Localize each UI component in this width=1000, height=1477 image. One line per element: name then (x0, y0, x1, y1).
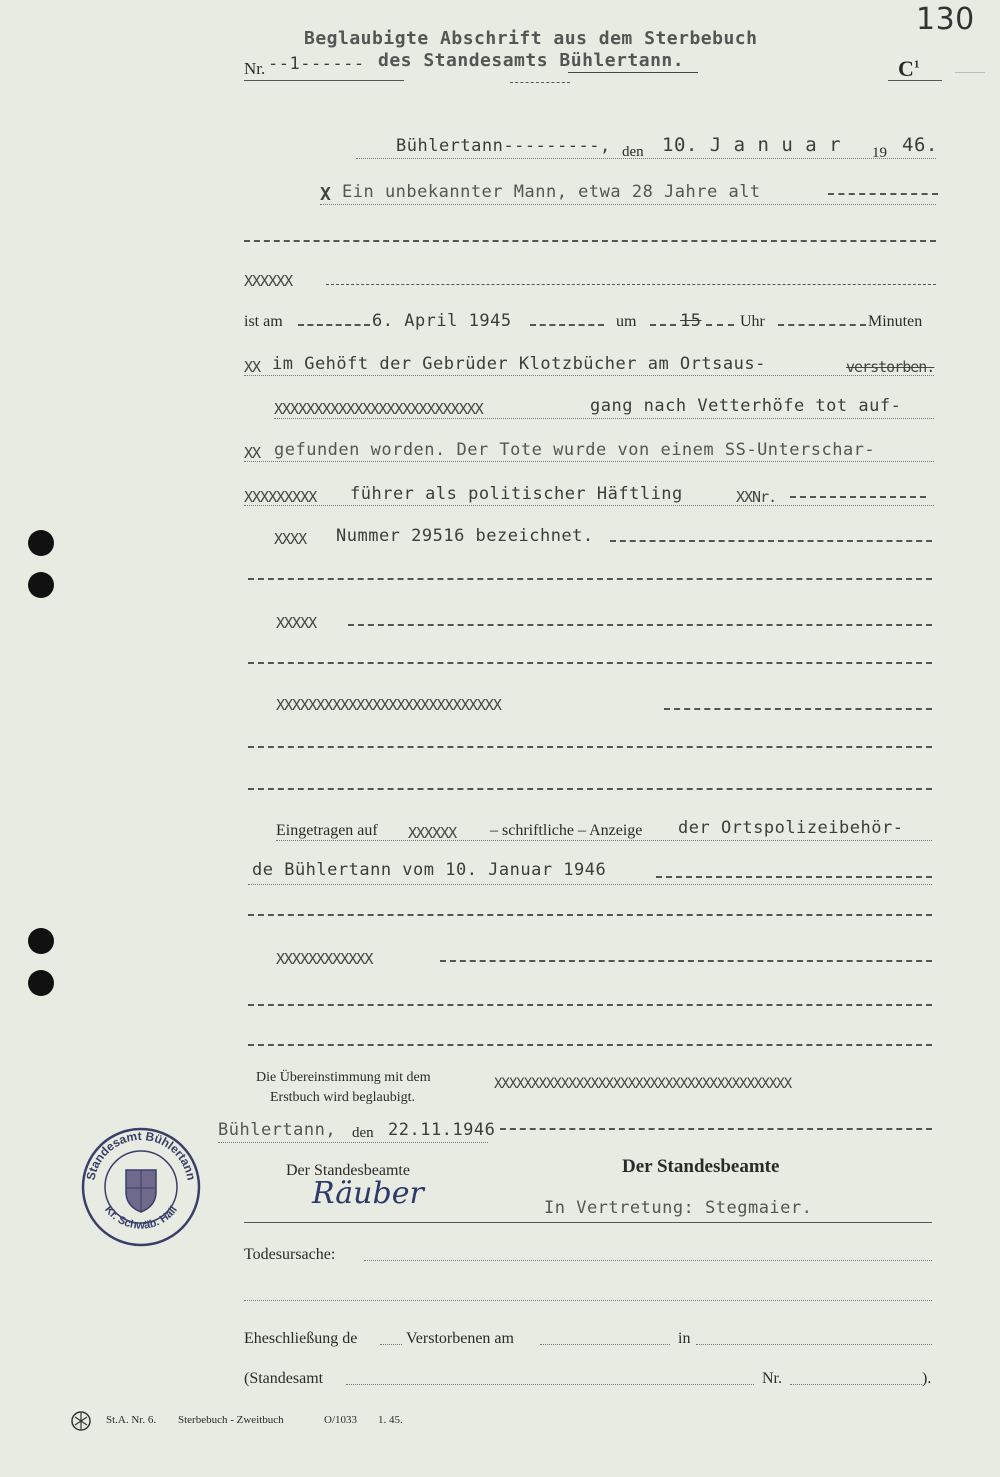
form-code (898, 56, 919, 82)
xout-place-2: XXXXXXXXXXXXXXXXXXXXXXXXXX (274, 400, 483, 418)
standesamt-dotline (346, 1384, 754, 1385)
eingetragen-xout: XXXXXX (408, 824, 457, 842)
xout-line-2: XXXXXX (244, 272, 293, 290)
vertretung: In Vertretung: Stegmaier. (544, 1198, 813, 1218)
blank-line-9 (248, 914, 932, 916)
death-date-dash (530, 324, 604, 326)
beglaubigt-den: den (352, 1125, 374, 1141)
in-label: in (678, 1330, 691, 1347)
xout-line-4: XXXXXXXXXXXXXXXXXXXXXXXXXXXX (276, 696, 501, 714)
death-date: 6. April 1945 (372, 311, 512, 331)
anzeige-dotline-2 (248, 884, 932, 885)
record-person: Ein unbekannter Mann, etwa 28 Jahre alt (342, 182, 761, 202)
xout-place-1: XX (244, 358, 261, 376)
xout-place-5: XXXX (274, 530, 307, 548)
blank-line-5 (248, 662, 932, 664)
place-dotline-2 (274, 418, 934, 419)
nr-label-bottom: Nr. (762, 1370, 782, 1387)
punch-hole-4 (28, 970, 54, 996)
blank-line-10 (440, 960, 932, 962)
place-line-5-dash (610, 540, 932, 542)
form-code-sup: 1 (913, 58, 920, 71)
anzeige-line-2-dash (656, 876, 932, 878)
blank-line-8 (248, 788, 932, 790)
place-line-4: führer als politischer Häftling (350, 484, 683, 504)
verstorben-label: verstorben. (846, 358, 935, 376)
xout-place-3: XX (244, 444, 261, 462)
hour-value: 15 (680, 311, 702, 331)
record-den-label: den (622, 144, 644, 160)
eheschliessung-label: Eheschließung de (244, 1330, 358, 1347)
xout-line-3: XXXXX (276, 614, 317, 632)
ubereinstimmung-line1: Die Übereinstimmung mit dem (256, 1070, 431, 1085)
nr-dotline (790, 1384, 922, 1385)
record-date: 10. J a n u a r (662, 134, 842, 156)
blank-line-6 (664, 708, 932, 710)
xout-place-4: XXXXXXXXX (244, 488, 317, 506)
standesamt-label: (Standesamt (244, 1370, 324, 1387)
anzeige-typed: der Ortspolizeibehör- (678, 818, 904, 838)
eingetragen-label: Eingetragen auf (276, 822, 378, 839)
stamp-text-top: Standesamt Bühlertann (83, 1128, 199, 1182)
print-logo-icon (70, 1410, 92, 1432)
verstorbenen-label: Verstorbenen am (406, 1330, 514, 1347)
signature-line (244, 1222, 932, 1223)
form-code-underline (888, 80, 942, 81)
blank-line-11 (248, 1004, 932, 1006)
header-title-line1: Beglaubigte Abschrift aus dem Sterbebuch (304, 28, 758, 49)
beglaubigt-dotline (218, 1142, 488, 1143)
record-place: Bühlertann---------, (396, 136, 611, 156)
verstorbenen-dotline (540, 1344, 670, 1345)
header-title-line2: des Standesamts Bühlertann. (378, 50, 685, 71)
xout-person-prefix: X (320, 184, 330, 205)
beglaubigt-place: Bühlertann, (218, 1120, 337, 1140)
header-nr-label: Nr. (244, 59, 266, 78)
punch-hole-3 (28, 928, 54, 954)
signature: Räuber (312, 1176, 424, 1211)
in-dotline (696, 1344, 932, 1345)
punch-hole-1 (28, 530, 54, 556)
place-dotline-4 (244, 505, 934, 506)
todesursache-dotline-1 (364, 1260, 932, 1261)
person-dash (828, 193, 938, 195)
blank-line-7 (248, 746, 932, 748)
der-standesbeamte-right: Der Standesbeamte (622, 1156, 780, 1177)
ist-am-dash (298, 324, 370, 326)
place-dotline-3 (244, 461, 934, 462)
coat-of-arms-icon (126, 1170, 156, 1212)
anzeige-dotline (276, 840, 932, 841)
place-line-5: Nummer 29516 bezeichnet. (336, 526, 594, 546)
anzeige-line-2: de Bühlertann vom 10. Januar 1946 (252, 860, 607, 880)
beglaubigt-date: 22.11.1946 (388, 1120, 496, 1140)
blank-line-4 (348, 624, 932, 626)
der-standesbeamte-small: Der Standesbeamte (286, 1162, 410, 1179)
header-nr-value: --1------ (268, 54, 365, 74)
corner-mark (955, 72, 985, 73)
minuten-label: Minuten (868, 313, 923, 330)
ubereinstimmung-line2: Erstbuch wird beglaubigt. (270, 1090, 416, 1105)
record-year-prefix: 19 (872, 145, 887, 161)
footer-form-title: Sterbebuch - Zweitbuch (178, 1414, 284, 1426)
blank-line-2 (326, 284, 936, 285)
date-dotline (356, 158, 936, 159)
uhr-dash (778, 324, 866, 326)
footer-print-date: 1. 45. (378, 1414, 403, 1426)
form-code-letter: C (898, 56, 914, 81)
um-dash-left (650, 324, 676, 326)
beglaubigt-dash (500, 1128, 932, 1130)
um-label: um (616, 313, 637, 330)
place-line-1: im Gehöft der Gebrüder Klotzbücher am Ortsaus- (272, 354, 766, 374)
header-mark-dash (510, 82, 570, 83)
place-line-3: gefunden worden. Der Tote wurde von einem SS-Unterschar- (274, 440, 876, 460)
header-nr-underline (244, 80, 404, 81)
header-title-underline (568, 72, 698, 73)
um-dash-right (706, 324, 734, 326)
footer-print-code: O/1033 (324, 1414, 357, 1426)
place-line-2: gang nach Vetterhöfe tot auf- (590, 396, 902, 416)
stamp-text-bottom: Kr. Schwäb. Hall (102, 1203, 180, 1232)
place-line-4-tail: XXNr. (736, 488, 777, 506)
ist-am-label: ist am (244, 313, 283, 330)
todesursache-label: Todesursache: (244, 1246, 336, 1263)
todesursache-dotline-2 (244, 1300, 932, 1301)
blank-line-1 (244, 240, 936, 242)
uhr-label: Uhr (740, 313, 765, 330)
punch-hole-2 (28, 572, 54, 598)
blank-line-12 (248, 1044, 932, 1046)
xout-line-5: XXXXXXXXXXXX (276, 950, 373, 968)
xout-line-6: XXXXXXXXXXXXXXXXXXXXXXXXXXXXXXXXXXXXXXXX (494, 1076, 792, 1092)
blank-line-3 (248, 578, 932, 580)
schriftliche-label: – schriftliche – Anzeige (490, 822, 643, 839)
close-paren: ). (922, 1370, 932, 1387)
footer-form-ref: St.A. Nr. 6. (106, 1414, 157, 1426)
place-dotline-1 (244, 375, 934, 376)
person-dotline (320, 204, 936, 205)
page-number: 130 (916, 2, 975, 37)
eheschliessung-dotline (380, 1344, 402, 1345)
standesamt-stamp (76, 1122, 206, 1252)
place-line-4-dash (790, 496, 926, 498)
record-year-suffix: 46. (902, 134, 938, 156)
